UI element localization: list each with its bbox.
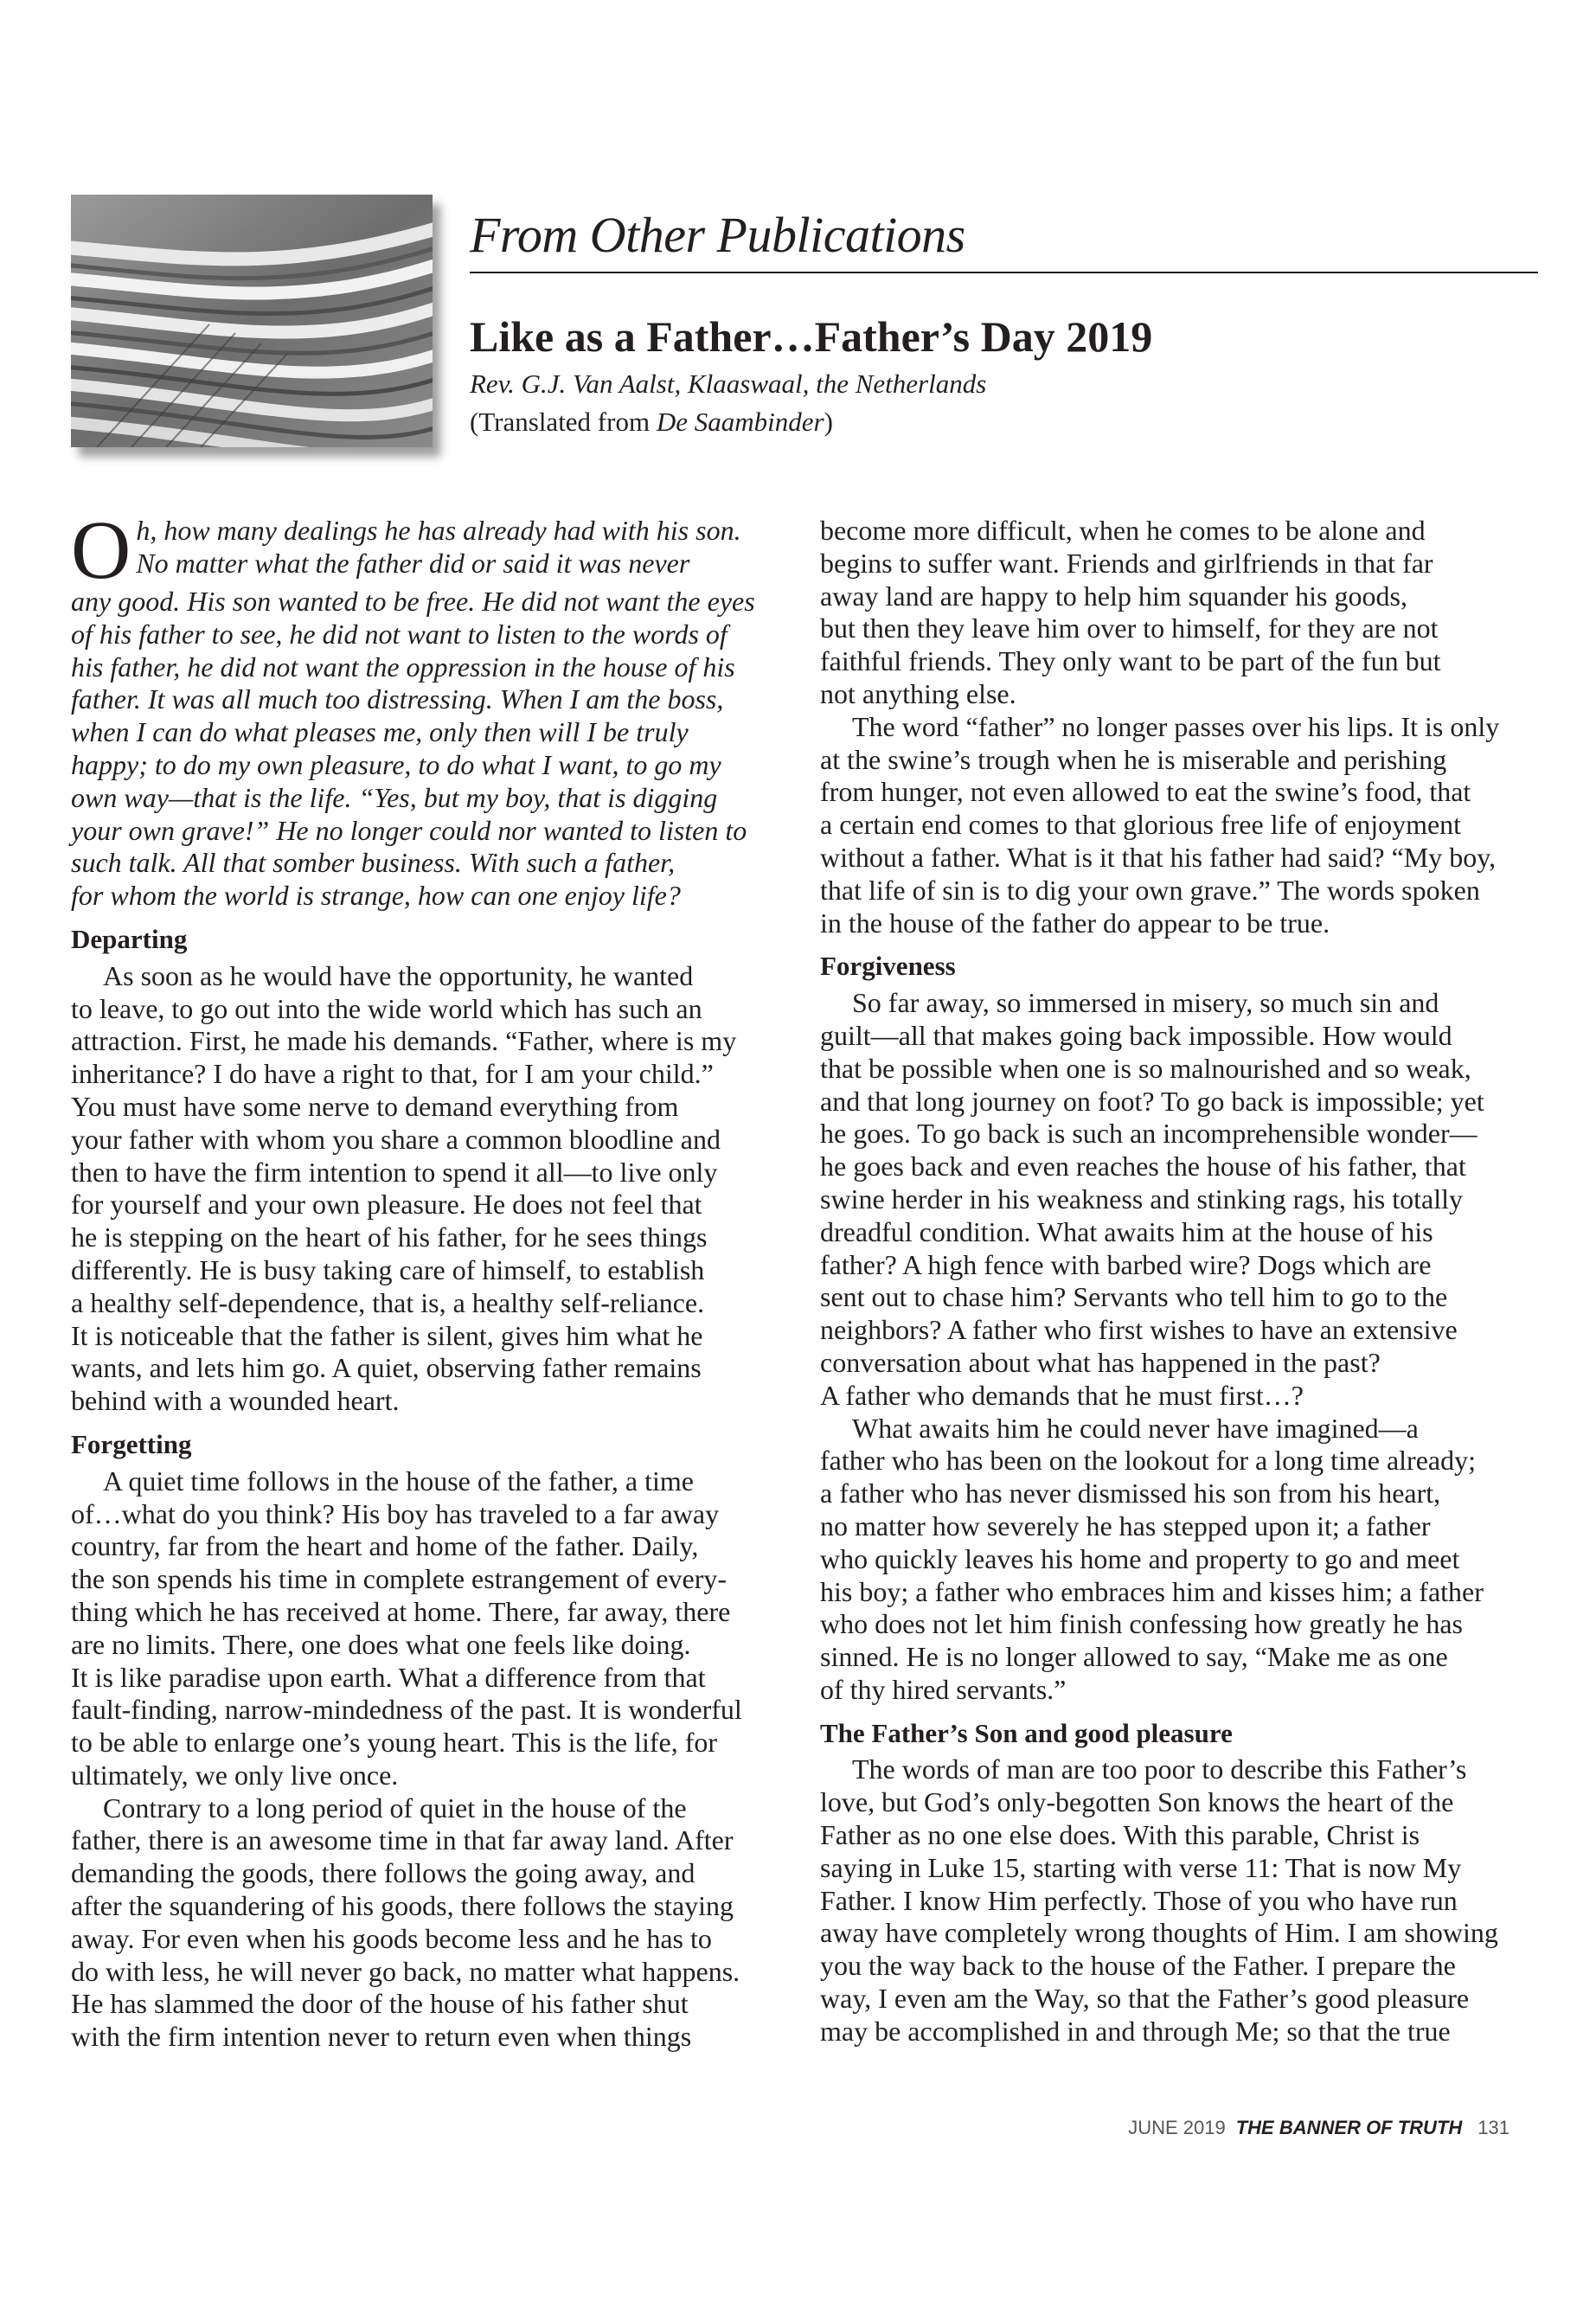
forgiveness-paragraph-2 <box>820 1413 1538 1707</box>
body-line: away have completely wrong thoughts of Him. I am showing <box>820 1917 1498 1949</box>
intro-line: when I can do what pleases me, only then will I be truly <box>71 716 689 748</box>
drop-cap: O <box>71 503 131 596</box>
fathers-son-paragraph <box>820 1753 1538 2048</box>
intro-line: h, how many dealings he has already had with his son. <box>136 515 741 546</box>
stacked-pages-photo-icon <box>71 195 433 447</box>
body-line: of thy hired servants.” <box>820 1673 1067 1705</box>
body-line: do with less, he will never go back, no matter what happens. <box>71 1955 740 1987</box>
forgetting-paragraph-2 <box>71 1792 789 2054</box>
body-line: The word “father” no longer passes over his lips. It is only <box>852 710 1500 742</box>
article-title: Like as a Father…Father’s Day 2019 <box>470 312 1153 361</box>
body-line: away. For even when his goods become less and he has to <box>71 1922 712 1954</box>
body-line: a healthy self-dependence, that is, a healthy self-reliance. <box>71 1286 705 1318</box>
body-line: ultimately, we only live once. <box>71 1759 399 1791</box>
intro-line: happy; to do my own pleasure, to do what I want, to go my <box>71 748 721 780</box>
body-line: then to have the firm intention to spend it all—to live only <box>71 1156 718 1188</box>
body-line: his boy; a father who embraces him and kisses him; a father <box>820 1575 1484 1607</box>
intro-line: own way—that is the life. “Yes, but my boy, that is digging <box>71 781 718 813</box>
intro-line: father. It was all much too distressing. When I am the boss, <box>71 683 724 715</box>
body-line: sent out to chase him? Servants who tell him to go to the <box>820 1281 1448 1313</box>
body-line: wants, and lets him go. A quiet, observing father remains <box>71 1352 702 1384</box>
departing-paragraph <box>71 960 789 1418</box>
body-line: to leave, to go out into the wide world which has such an <box>71 992 702 1024</box>
body-line: without a father. What is it that his father had said? “My boy, <box>820 841 1497 873</box>
body-line: thing which he has received at home. There, far away, there <box>71 1595 731 1627</box>
body-line: guilt—all that makes going back impossible. How would <box>820 1019 1452 1051</box>
body-line: swine herder in his weakness and stinking rags, his totally <box>820 1183 1463 1215</box>
intro-line: for whom the world is strange, how can one enjoy life? <box>71 880 681 912</box>
body-line: inheritance? I do have a right to that, for I am your child.” <box>71 1058 714 1090</box>
translation-prefix: (Translated from <box>470 407 657 437</box>
body-line: are no limits. There, one does what one feels like doing. <box>71 1628 691 1660</box>
forgetting-paragraph-1 <box>71 1465 789 1792</box>
translation-source: De Saambinder <box>656 407 824 437</box>
body-line: father who has been on the lookout for a long time already; <box>820 1445 1476 1477</box>
section-divider <box>470 272 1538 273</box>
body-line: He has slammed the door of the house of his father shut <box>71 1988 689 2020</box>
body-line: he is stepping on the heart of his father, for he sees things <box>71 1221 708 1253</box>
header-photo <box>71 195 433 447</box>
body-line: Father. I know Him perfectly. Those of you who have run <box>820 1884 1458 1916</box>
page-footer <box>1128 2117 1509 2139</box>
body-line: for yourself and your own pleasure. He does not feel that <box>71 1189 702 1221</box>
body-line: behind with a wounded heart. <box>71 1385 400 1417</box>
body-line: in the house of the father do appear to be true. <box>820 907 1330 939</box>
body-line: What awaits him he could never have imagined—a <box>852 1412 1419 1444</box>
body-line: A quiet time follows in the house of the father, a time <box>103 1465 694 1497</box>
body-line: that be possible when one is so malnourished and so weak, <box>820 1052 1471 1084</box>
right-column <box>820 515 1538 2048</box>
continued-paragraph-1 <box>820 515 1538 711</box>
body-line: who does not let him finish confessing how greatly he has <box>820 1608 1463 1640</box>
heading-forgetting: Forgetting <box>71 1428 192 1459</box>
section-title: From Other Publications <box>470 207 965 263</box>
heading-forgiveness: Forgiveness <box>820 951 956 982</box>
intro-line: of his father to see, he did not want to listen to the words of <box>71 618 727 650</box>
body-line: sinned. He is no longer allowed to say, “Make me as one <box>820 1641 1448 1673</box>
body-line: your father with whom you share a common bloodline and <box>71 1123 721 1155</box>
body-line: love, but God’s only-begotten Son knows the heart of the <box>820 1786 1454 1818</box>
body-line: attraction. First, he made his demands. “Father, where is my <box>71 1025 737 1057</box>
left-column <box>71 503 789 2054</box>
body-line: to be able to enlarge one’s young heart. This is the life, for <box>71 1727 718 1759</box>
body-line: a certain end comes to that glorious free life of enjoyment <box>820 809 1462 841</box>
body-line: you the way back to the house of the Father. I prepare the <box>820 1950 1456 1982</box>
body-line: way, I even am the Way, so that the Father’s good pleasure <box>820 1983 1470 2015</box>
body-line: differently. He is busy taking care of himself, to establish <box>71 1253 705 1285</box>
translation-note <box>470 405 833 439</box>
body-line: country, far from the heart and home of the father. Daily, <box>71 1530 699 1562</box>
body-line: he goes back and even reaches the house of his father, that <box>820 1150 1466 1183</box>
intro-line: your own grave!” He no longer could nor wanted to listen to <box>71 814 747 846</box>
body-line: neighbors? A father who first wishes to have an extensive <box>820 1314 1458 1346</box>
body-line: that life of sin is to dig your own grave.” The words spoken <box>820 874 1480 906</box>
body-line: demanding the goods, there follows the going away, and <box>71 1857 695 1889</box>
footer-publication: THE BANNER OF TRUTH <box>1235 2117 1463 2138</box>
body-line: away land are happy to help him squander his goods, <box>820 580 1407 612</box>
intro-paragraph <box>71 503 789 913</box>
body-line: You must have some nerve to demand everything from <box>71 1090 679 1122</box>
page-number: 131 <box>1477 2117 1509 2138</box>
body-line: begins to suffer want. Friends and girlfriends in that far <box>820 547 1433 579</box>
article-byline: Rev. G.J. Van Aalst, Klaaswaal, the Netherlands <box>470 369 987 399</box>
body-line: the son spends his time in complete estrangement of every- <box>71 1563 727 1595</box>
body-line: of…what do you think? His boy has traveled to a far away <box>71 1497 720 1529</box>
body-line: conversation about what has happened in the past? <box>820 1346 1381 1378</box>
intro-line: such talk. All that somber business. With such a father, <box>71 847 676 879</box>
intro-line: No matter what the father did or said it was never <box>136 547 690 579</box>
translation-suffix: ) <box>824 407 833 437</box>
continued-paragraph-2 <box>820 711 1538 940</box>
body-line: father? A high fence with barbed wire? Dogs which are <box>820 1248 1432 1280</box>
body-line: The words of man are too poor to describe this Father’s <box>852 1753 1467 1785</box>
body-line: father, there is an awesome time in that far away land. After <box>71 1824 734 1856</box>
forgiveness-paragraph-1 <box>820 987 1538 1412</box>
body-line: may be accomplished in and through Me; so that the true <box>820 2015 1451 2047</box>
body-line: As soon as he would have the opportunity, he wanted <box>103 959 694 991</box>
body-line: from hunger, not even allowed to eat the swine’s food, that <box>820 776 1471 808</box>
body-line: Contrary to a long period of quiet in the house of the <box>103 1791 687 1823</box>
body-line: faithful friends. They only want to be part of the fun but <box>820 645 1441 677</box>
body-line: with the firm intention never to return even when things <box>71 2021 692 2053</box>
body-line: become more difficult, when he comes to be alone and <box>820 515 1426 546</box>
body-line: not anything else. <box>820 677 1016 709</box>
body-line: fault-finding, narrow-mindedness of the past. It is wonderful <box>71 1694 742 1726</box>
body-line: but then they leave him over to himself, for they are not <box>820 612 1439 644</box>
body-line: saying in Luke 15, starting with verse 11: That is now My <box>820 1851 1462 1883</box>
body-line: at the swine’s trough when he is miserable and perishing <box>820 743 1447 775</box>
heading-departing: Departing <box>71 923 188 954</box>
body-line: dreadful condition. What awaits him at the house of his <box>820 1215 1433 1247</box>
intro-line: his father, he did not want the oppression in the house of his <box>71 651 735 683</box>
heading-fathers-son: The Father’s Son and good pleasure <box>820 1717 1233 1748</box>
intro-line: any good. His son wanted to be free. He did not want the eyes <box>71 586 755 617</box>
body-line: Father as no one else does. With this parable, Christ is <box>820 1819 1420 1851</box>
body-line: A father who demands that he must first…? <box>820 1379 1304 1411</box>
body-line: no matter how severely he has stepped upon it; a father <box>820 1509 1431 1541</box>
body-line: and that long journey on foot? To go back is impossible; yet <box>820 1085 1484 1117</box>
body-line: So far away, so immersed in misery, so much sin and <box>852 987 1439 1019</box>
body-line: a father who has never dismissed his son from his heart, <box>820 1477 1441 1509</box>
footer-date: JUNE 2019 <box>1128 2117 1226 2138</box>
body-line: It is like paradise upon earth. What a difference from that <box>71 1661 706 1693</box>
body-line: after the squandering of his goods, there follows the staying <box>71 1890 734 1922</box>
body-line: It is noticeable that the father is silent, gives him what he <box>71 1319 703 1351</box>
body-line: he goes. To go back is such an incomprehensible wonder— <box>820 1118 1477 1150</box>
body-line: who quickly leaves his home and property to go and meet <box>820 1542 1460 1574</box>
